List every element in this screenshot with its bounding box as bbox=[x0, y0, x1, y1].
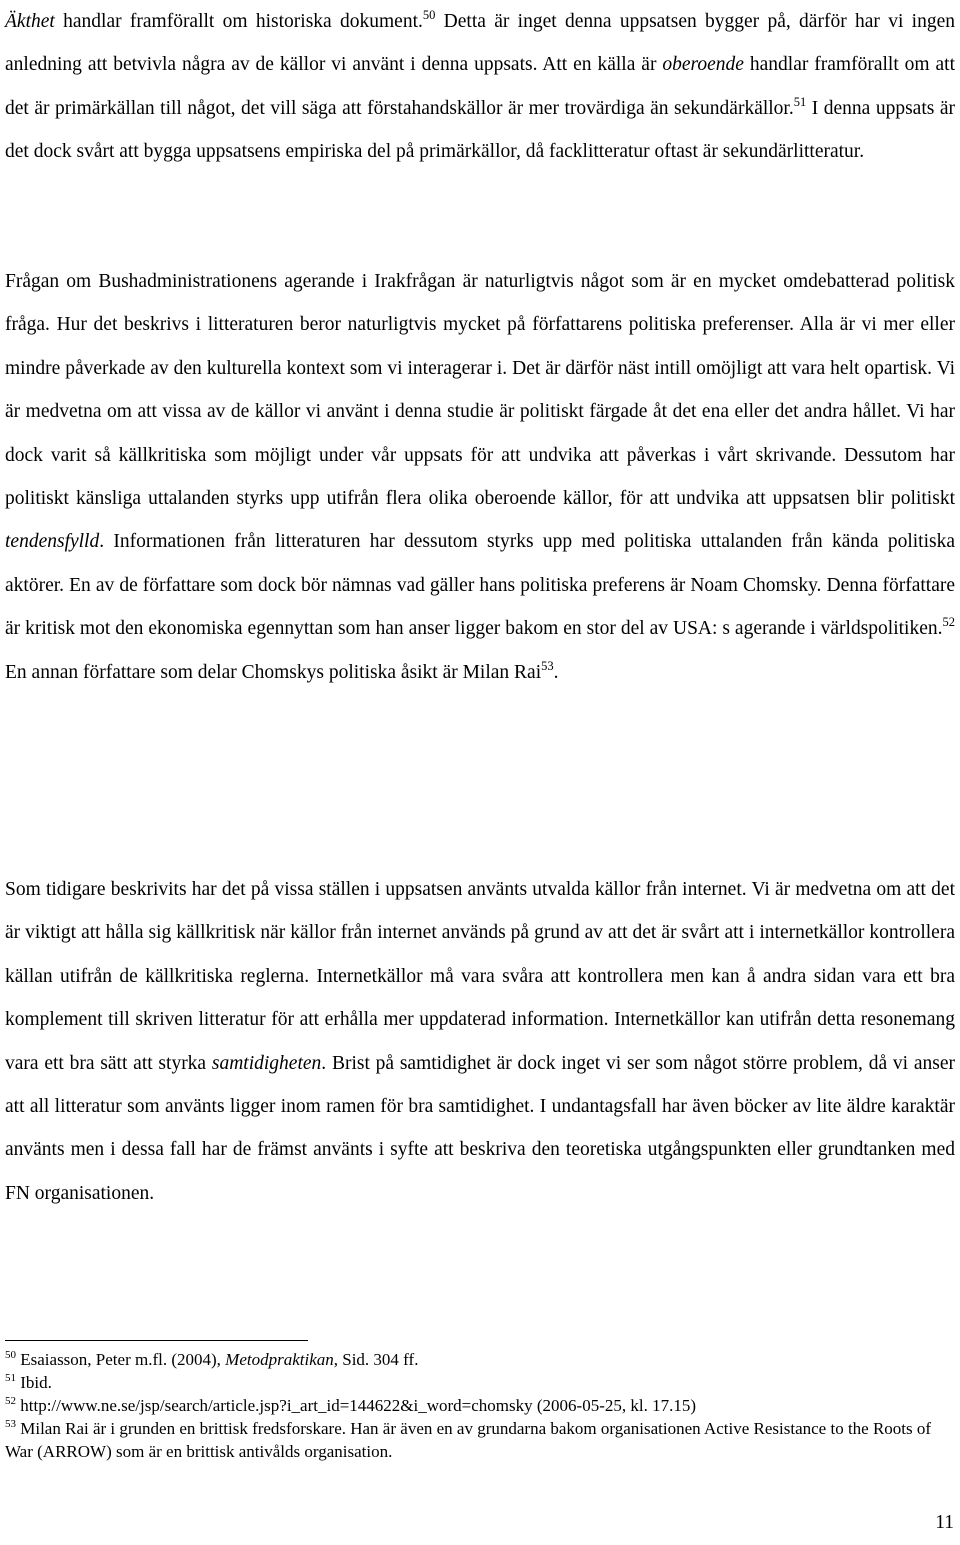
footnote-book-title: Metodpraktikan bbox=[225, 1350, 334, 1369]
text: Frågan om Bushadministrationens agerande i Irakfrågan är naturligtvis något som är en mycket omdebatterad politisk fråga. Hur det beskrivs i litteraturen beror naturligtvis mycket på författarens politiska preferenser. Alla är vi mer eller mindre påverkade av den kulturella kontext som vi interagerar i. Det är därför näst intill omöjligt att vara helt opartisk. Vi är medvetna om att vissa av de källor vi använt i denna studie är politiskt färgade åt det ena eller det andra hållet. Vi har dock varit så källkritiska som möjligt under vår uppsats för att undvika att påverkas i vårt skrivande. Dessutom har politiskt känsliga uttalanden styrks upp utifrån flera olika oberoende källor, för att undvika att uppsatsen blir politiskt bbox=[5, 271, 955, 510]
text: En annan författare som delar Chomskys politiska åsikt är Milan Rai bbox=[5, 661, 542, 683]
footnote-51 bbox=[5, 1371, 955, 1394]
text: . bbox=[553, 661, 559, 683]
footnote-52 bbox=[5, 1394, 955, 1417]
term-akthet: Äkthet bbox=[5, 11, 55, 32]
footnote-ref-50: 50 bbox=[422, 8, 436, 22]
footnote-ref-53: 53 bbox=[541, 658, 554, 673]
footnote-50 bbox=[5, 1348, 955, 1371]
footnote-url: http://www.ne.se/jsp/search/article.jsp?i_art_id=144622&i_word=chomsky (2006-05-25, kl. 17.15) bbox=[16, 1396, 697, 1415]
paragraph-internet-sources bbox=[5, 868, 955, 1215]
text: handlar framförallt om att det är primärkällan till något, det vill säga att förstahandskällor är mer trovärdiga än sekundärkällor. bbox=[5, 54, 955, 119]
term-oberoende: oberoende bbox=[662, 54, 744, 76]
term-samtidigheten: samtidigheten bbox=[211, 1052, 322, 1074]
text: Som tidigare beskrivits har det på vissa ställen i uppsatsen använts utvalda källor från internet. Vi är medvetna om att det är viktigt att hålla sig källkritisk när källor från internet används på grund av att det är svårt att i internetkällor kontrollera källan utifrån de källkritiska reglerna. Internetkällor må vara svåra att kontrollera men kan å andra sidan vara ett bra komplement till skriven litteratur för att erhålla mer uppdaterad information. Internetkällor kan utifrån detta resonemang vara ett bra sätt att styrka bbox=[5, 879, 955, 1074]
footnote-number: 51 bbox=[5, 1372, 16, 1384]
text: . Brist på samtidighet är dock inget vi ser som något större problem, då vi anser att all litteratur som använts ligger inom ramen för bra samtidighet. I undantagsfall har även böcker av lite äldre karaktär använts men i dessa fall har de främst använts i syfte att beskriva den teoretiska utgångspunkten eller grundtanken med FN organisationen. bbox=[5, 1052, 955, 1204]
footnote-text: Esaiasson, Peter m.fl. (2004), bbox=[16, 1350, 226, 1369]
footnote-number: 53 bbox=[5, 1418, 16, 1430]
text: Detta är inget denna uppsatsen bygger på, därför har vi ingen anledning att betvivla några av de källor vi använt i denna uppsats. Att en källa är bbox=[5, 11, 955, 76]
footnotes bbox=[5, 1348, 955, 1463]
footnote-ref-51: 51 bbox=[793, 94, 807, 109]
footnote-53 bbox=[5, 1417, 955, 1463]
paragraph-bias bbox=[5, 260, 955, 694]
footnote-text: Ibid. bbox=[16, 1373, 52, 1392]
text: . Informationen från litteraturen har dessutom styrks upp med politiska uttalanden från kända politiska aktörer. En av de författare som dock bör nämnas vad gäller hans politiska preferens är Noam Chomsky. Denna författare är kritisk mot den ekonomiska egennyttan som han anser ligger bakom en stor del av USA: s agerande i världspolitiken. bbox=[5, 531, 955, 640]
footnote-text: , Sid. 304 ff. bbox=[333, 1350, 419, 1369]
text: handlar framförallt om historiska dokument. bbox=[54, 11, 423, 32]
term-tendensfylld: tendensfylld bbox=[5, 531, 100, 553]
footnote-separator bbox=[5, 1340, 308, 1341]
footnote-number: 52 bbox=[5, 1395, 16, 1407]
paragraph-authenticity bbox=[5, 0, 955, 174]
text: I denna uppsats är det dock svårt att bygga uppsatsens empiriska del på primärkällor, då facklitteratur oftast är sekundärlitteratur. bbox=[5, 97, 956, 163]
footnote-number: 50 bbox=[5, 1349, 16, 1361]
footnote-text: Milan Rai är i grunden en brittisk fredsforskare. Han är även en av grundarna bakom organisationen Active Resistance to the Roots of War (ARROW) som är en brittisk antivålds organisation. bbox=[5, 1419, 932, 1461]
page-number: 11 bbox=[935, 1512, 954, 1533]
footnote-ref-52: 52 bbox=[942, 615, 955, 630]
